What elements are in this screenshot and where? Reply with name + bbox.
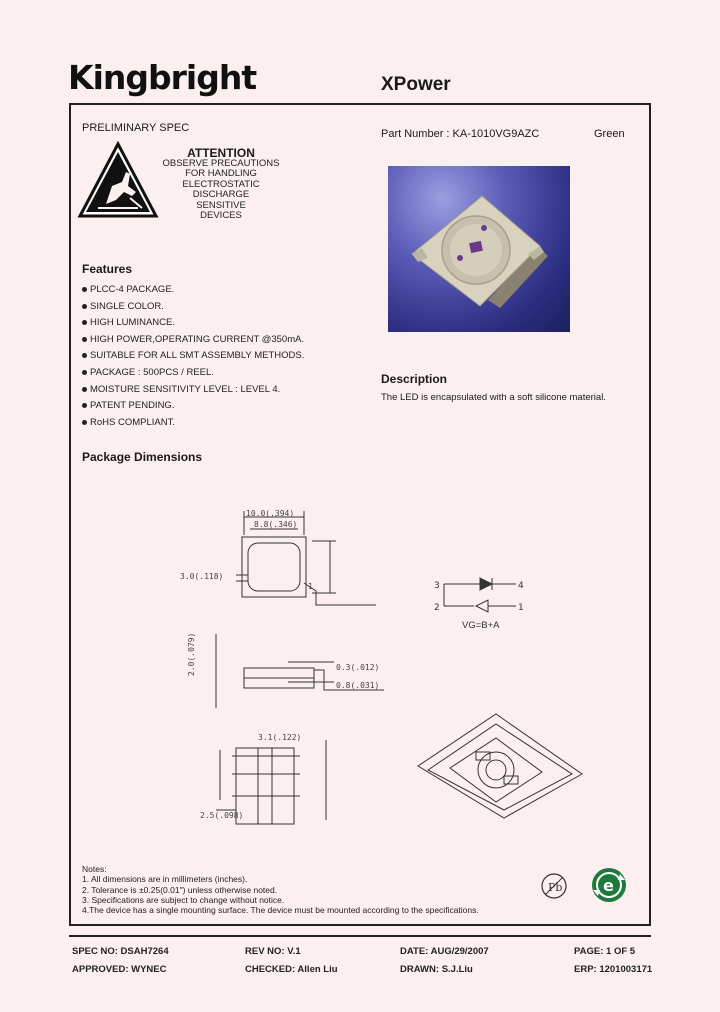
spec-date: DATE: AUG/29/2007: [400, 946, 489, 957]
revision-number: REV NO: V.1: [245, 946, 301, 957]
svg-text:3: 3: [434, 581, 440, 591]
svg-text:8.8(.346): 8.8(.346): [254, 520, 298, 529]
led-photo: [388, 166, 570, 332]
product-title: XPower: [381, 74, 451, 95]
feature-item: HIGH POWER,OPERATING CURRENT @350mA.: [82, 332, 304, 349]
attention-text: [160, 159, 282, 221]
part-number: Part Number : KA-1010VG9AZC: [381, 128, 540, 140]
rohs-recycle-icon: [590, 866, 628, 904]
description-title: Description: [381, 372, 448, 386]
attention-line: ELECTROSTATIC: [182, 178, 260, 190]
attention-line: DISCHARGE: [192, 189, 250, 201]
svg-text:2.5(.098): 2.5(.098): [200, 811, 244, 820]
attention-line: OBSERVE PRECAUTIONS: [162, 158, 280, 169]
feature-item: SUITABLE FOR ALL SMT ASSEMBLY METHODS.: [82, 348, 304, 365]
led-color: Green: [594, 128, 625, 140]
checked-by: CHECKED: Allen Liu: [245, 964, 338, 975]
svg-text:1: 1: [308, 582, 313, 591]
features-list: [82, 282, 304, 431]
drawn-by: DRAWN: S.J.Liu: [400, 964, 473, 975]
feature-item: PACKAGE : 500PCS / REEL.: [82, 365, 304, 382]
notes-section: [82, 864, 479, 915]
description-text: The LED is encapsulated with a soft silicone material.: [381, 392, 606, 403]
feature-item: MOISTURE SENSITIVITY LEVEL : LEVEL 4.: [82, 382, 304, 399]
svg-text:2: 2: [434, 603, 440, 613]
feature-item: SINGLE COLOR.: [82, 299, 304, 316]
svg-text:3.0(.118): 3.0(.118): [180, 572, 224, 581]
svg-text:2.0(.079): 2.0(.079): [187, 632, 196, 676]
spec-status: PRELIMINARY SPEC: [82, 122, 190, 134]
feature-item: PATENT PENDING.: [82, 398, 304, 415]
package-top-view-drawing: [176, 505, 396, 615]
footer-divider: [69, 935, 651, 937]
features-title: Features: [82, 262, 133, 276]
svg-text:10.0(.394): 10.0(.394): [246, 509, 295, 518]
notes-title: Notes:: [82, 864, 107, 874]
erp-number: ERP: 1201003171: [574, 964, 653, 975]
svg-text:0.3(.012): 0.3(.012): [336, 663, 380, 672]
note-item: 1. All dimensions are in millimeters (inches).: [82, 874, 248, 885]
svg-text:3.1(.122): 3.1(.122): [258, 733, 302, 742]
attention-title: ATTENTION: [187, 146, 255, 160]
svg-text:e: e: [603, 876, 614, 895]
svg-text:1: 1: [518, 603, 524, 613]
package-title: Package Dimensions: [82, 450, 203, 464]
brand-logo: Kingbright: [68, 58, 257, 97]
package-side-view-drawing: [187, 630, 404, 710]
package-footprint-drawing: [196, 730, 346, 826]
package-isometric-drawing: [414, 710, 586, 822]
approved-by: APPROVED: WYNEC: [72, 964, 167, 975]
led-image: [388, 166, 570, 332]
note-item: 4.The device has a single mounting surface. The device must be mounted according to the specifications.: [82, 905, 479, 916]
esd-warning-icon: [78, 142, 158, 218]
circuit-label: VG=B+A: [462, 620, 500, 631]
attention-line: SENSITIVE: [196, 199, 246, 211]
feature-item: PLCC-4 PACKAGE.: [82, 282, 304, 299]
note-item: 3. Specifications are subject to change without notice.: [82, 894, 285, 905]
attention-line: FOR HANDLING: [185, 168, 257, 180]
attention-line: DEVICES: [200, 210, 242, 222]
spec-number: SPEC NO: DSAH7264: [72, 946, 169, 957]
svg-text:4: 4: [518, 581, 524, 591]
svg-text:Pb: Pb: [548, 881, 563, 894]
note-item: 2. Tolerance is ±0.25(0.01") unless otherwise noted.: [82, 884, 278, 895]
svg-text:0.8(.031): 0.8(.031): [336, 681, 380, 690]
feature-item: HIGH LUMINANCE.: [82, 315, 304, 332]
feature-item: RoHS COMPLIANT.: [82, 415, 304, 432]
lead-free-icon: [540, 872, 568, 900]
page-indicator: PAGE: 1 OF 5: [574, 946, 636, 957]
